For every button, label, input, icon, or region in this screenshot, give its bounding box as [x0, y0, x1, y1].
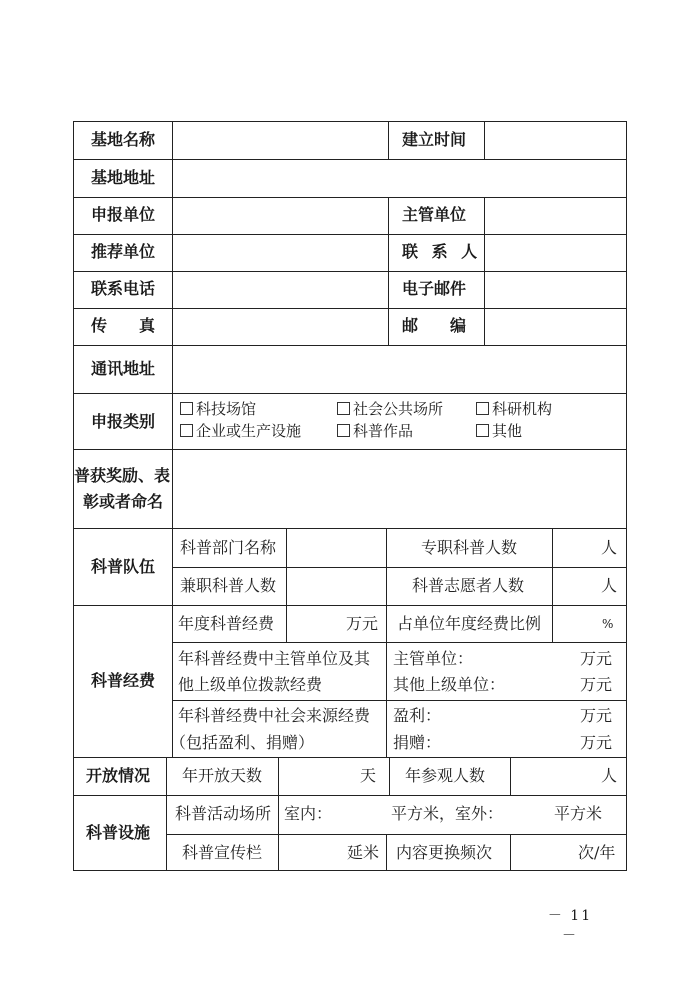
table-border-top [73, 121, 627, 122]
label-recommender: 推荐单位 [91, 242, 156, 261]
funds-annual-label: 年度科普经费 [178, 614, 275, 633]
checkbox-icon [180, 402, 193, 415]
funds-ratio-unit: % [602, 617, 614, 631]
label-applicant: 申报单位 [91, 205, 156, 224]
row-divider [73, 528, 627, 529]
label-base-name: 基地名称 [91, 130, 156, 149]
supervisor-field[interactable] [487, 203, 623, 229]
label-phone: 联系电话 [91, 279, 156, 298]
team-fulltime-label: 专职科普人数 [421, 538, 518, 557]
awards-field[interactable] [175, 455, 623, 523]
col-divider [510, 834, 511, 870]
facilities-venue-label: 科普活动场所 [175, 804, 272, 823]
label-awards-line2: 彰或者命名 [83, 492, 164, 511]
table-border-bottom [73, 870, 627, 871]
label-team: 科普队伍 [91, 557, 156, 576]
row-divider [73, 393, 627, 394]
row-divider [73, 308, 627, 309]
label-opening: 开放情况 [86, 766, 151, 785]
facilities-outdoor-unit: 平方米 [554, 804, 603, 823]
funds-donation-label: 捐赠： [393, 733, 442, 752]
facilities-update-freq-unit: 次/年 [578, 843, 616, 862]
label-facilities: 科普设施 [86, 823, 151, 842]
label-funds: 科普经费 [91, 671, 156, 690]
facilities-board-label: 科普宣传栏 [182, 843, 263, 862]
checkbox-icon [476, 424, 489, 437]
col-divider [389, 757, 390, 795]
funds-social-line1: 年科普经费中社会来源经费 [178, 706, 371, 725]
col-divider [172, 121, 173, 757]
funds-profit-label: 盈利： [393, 706, 442, 725]
funds-supervisor-unit: 万元 [580, 649, 613, 668]
row-divider [73, 795, 627, 796]
row-divider [172, 700, 627, 701]
col-divider [286, 528, 287, 605]
col-divider [484, 197, 485, 345]
checkbox-icon [180, 424, 193, 437]
row-divider [73, 234, 627, 235]
col-divider [278, 795, 279, 870]
funds-annual-unit: 万元 [346, 614, 379, 633]
establish-time-field[interactable] [487, 127, 623, 153]
funds-profit-unit: 万元 [580, 706, 613, 725]
recommender-field[interactable] [175, 240, 385, 266]
funds-social-line2: （包括盈利、捐赠） [170, 733, 315, 752]
label-postcode: 邮 编 [402, 316, 467, 335]
label-supervisor: 主管单位 [402, 205, 467, 224]
facilities-board-unit: 延米 [347, 843, 380, 862]
facilities-indoor-label: 室内： [284, 804, 333, 823]
checkbox-icon [476, 402, 489, 415]
col-divider [278, 757, 279, 795]
postcode-field[interactable] [487, 314, 623, 340]
base-name-field[interactable] [175, 127, 385, 153]
phone-field[interactable] [175, 277, 385, 303]
col-divider [552, 528, 553, 605]
row-divider [73, 757, 627, 758]
label-establish-time: 建立时间 [402, 130, 467, 149]
col-divider [166, 757, 167, 870]
category-option[interactable]: 企业或生产设施 [180, 424, 301, 439]
funds-ratio-label: 占单位年度经费比例 [397, 614, 542, 633]
label-email: 电子邮件 [402, 279, 467, 298]
funds-supervisor-label: 主管单位： [393, 649, 474, 668]
col-divider [388, 197, 389, 345]
team-volunteer-unit: 人 [601, 576, 618, 595]
funds-allocated-line1: 年科普经费中主管单位及其 [178, 649, 371, 668]
row-divider [166, 834, 627, 835]
label-contact-person: 联 系 人 [402, 242, 482, 261]
fax-field[interactable] [175, 314, 385, 340]
col-divider [388, 121, 389, 159]
opening-days-label: 年开放天数 [182, 766, 263, 785]
category-option[interactable]: 社会公共场所 [337, 402, 443, 417]
row-divider [172, 567, 627, 568]
label-base-address: 基地地址 [91, 168, 156, 187]
label-awards-line1: 普获奖励、表 [74, 466, 171, 485]
col-divider [552, 605, 553, 642]
category-option[interactable]: 其他 [476, 424, 522, 439]
label-category: 申报类别 [91, 412, 156, 431]
row-divider [73, 345, 627, 346]
checkbox-icon [337, 402, 350, 415]
opening-visitors-label: 年参观人数 [405, 766, 486, 785]
email-field[interactable] [487, 277, 623, 303]
applicant-field[interactable] [175, 203, 385, 229]
contact-person-field[interactable] [487, 240, 623, 266]
col-divider [286, 605, 287, 642]
row-divider [73, 159, 627, 160]
facilities-update-freq-label: 内容更换频次 [396, 843, 493, 862]
funds-allocated-line2: 他上级单位拨款经费 [178, 675, 323, 694]
label-mail-address: 通讯地址 [91, 359, 156, 378]
mail-address-field[interactable] [175, 356, 623, 382]
opening-days-unit: 天 [360, 766, 377, 785]
category-option[interactable]: 科研机构 [476, 402, 552, 417]
funds-other-superior-label: 其他上级单位： [393, 675, 506, 694]
funds-other-superior-unit: 万元 [580, 675, 613, 694]
checkbox-icon [337, 424, 350, 437]
team-fulltime-unit: 人 [601, 538, 618, 557]
row-divider [73, 197, 627, 198]
category-option[interactable]: 科技场馆 [180, 402, 256, 417]
facilities-outdoor-label: 平方米，室外： [391, 804, 504, 823]
team-parttime-label: 兼职科普人数 [180, 576, 277, 595]
category-option[interactable]: 科普作品 [337, 424, 413, 439]
team-volunteer-label: 科普志愿者人数 [412, 576, 525, 595]
opening-visitors-unit: 人 [601, 766, 618, 785]
col-divider [510, 757, 511, 795]
base-address-field[interactable] [175, 165, 623, 191]
funds-donation-unit: 万元 [580, 733, 613, 752]
col-divider [386, 528, 387, 757]
col-divider [484, 121, 485, 159]
row-divider [73, 271, 627, 272]
col-divider [386, 834, 387, 870]
team-dept-name-label: 科普部门名称 [180, 538, 277, 557]
row-divider [73, 605, 627, 606]
row-divider [73, 449, 627, 450]
label-fax: 传 真 [91, 316, 156, 335]
row-divider [172, 642, 627, 643]
page-number: － 11 － [547, 908, 593, 944]
